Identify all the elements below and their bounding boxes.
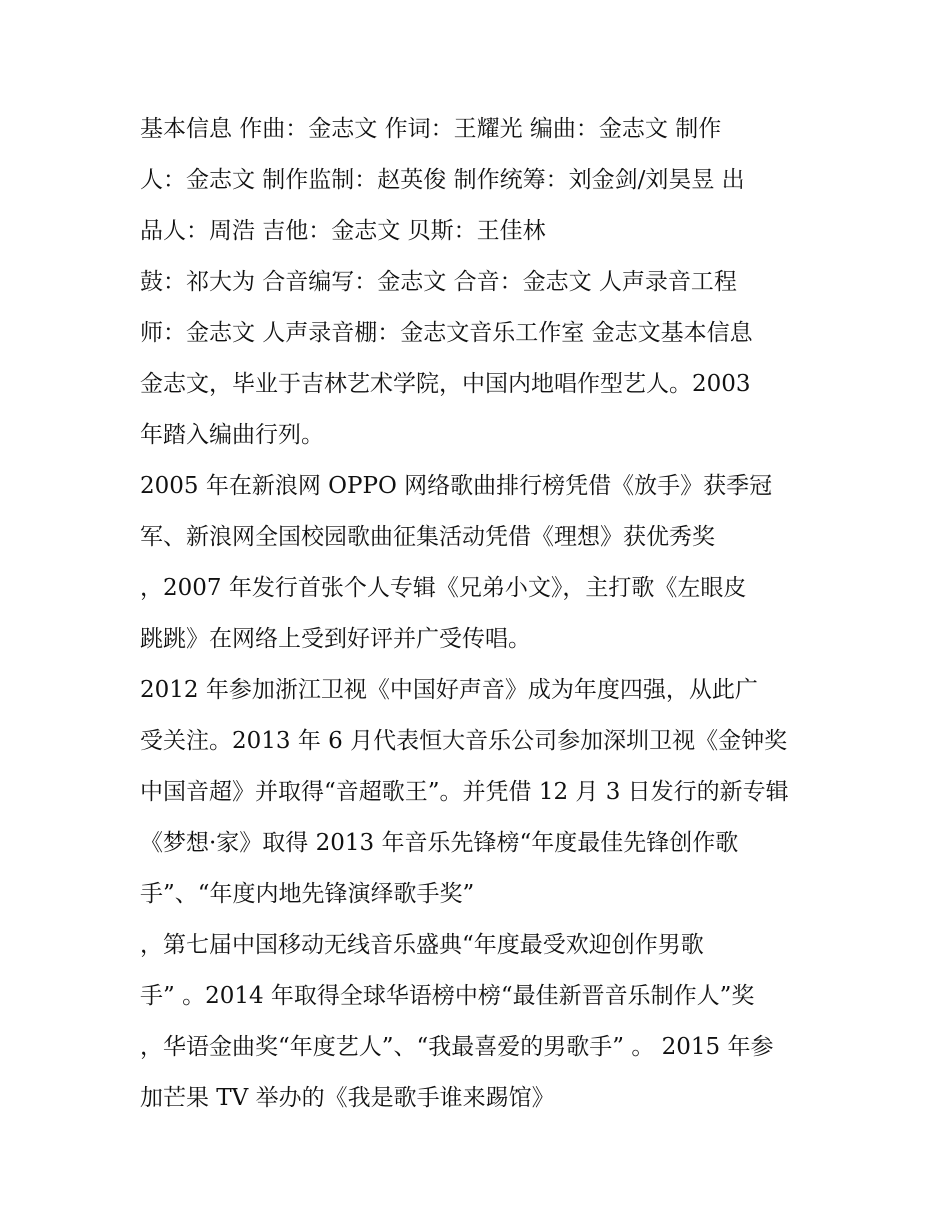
text-line: ，2007 年发行首张个人专辑《兄弟小文》，主打歌《左眼皮 (140, 575, 747, 601)
text-line: 加芒果 TV 举办的《我是歌手谁来踢馆》 (140, 1085, 555, 1111)
text-line: ，第七届中国移动无线音乐盛典“年度最受欢迎创作男歌 (140, 932, 704, 958)
text-line: ，华语金曲奖“年度艺人”、“我最喜爱的男歌手” 。 2015 年参 (140, 1034, 774, 1060)
text-line: 2005 年在新浪网 OPPO 网络歌曲排行榜凭借《放手》获季冠 (140, 473, 773, 499)
text-line: 军、新浪网全国校园歌曲征集活动凭借《理想》获优秀奖 (140, 524, 715, 550)
text-line: 基本信息 作曲：金志文 作词：王耀光 编曲：金志文 制作 (140, 116, 722, 142)
text-line: 年踏入编曲行列。 (140, 422, 324, 448)
text-line: 手”、“年度内地先锋演绎歌手奖” (140, 881, 475, 907)
text-line: 中国音超》并取得“音超歌王”。并凭借 12 月 3 日发行的新专辑 (140, 779, 789, 805)
text-line: 受关注。2013 年 6 月代表恒大音乐公司参加深圳卫视《金钟奖 (140, 728, 788, 754)
text-line: 《梦想·家》取得 2013 年音乐先锋榜“年度最佳先锋创作歌 (140, 830, 739, 856)
text-line: 2012 年参加浙江卫视《中国好声音》成为年度四强，从此广 (140, 677, 758, 703)
text-line: 手” 。2014 年取得全球华语榜中榜“最佳新晋音乐制作人”奖 (140, 983, 755, 1009)
text-line: 金志文，毕业于吉林艺术学院，中国内地唱作型艺人。2003 (140, 371, 751, 397)
text-line: 人：金志文 制作监制：赵英俊 制作统筹：刘金剑/刘昊昱 出 (140, 167, 745, 193)
text-line: 品人：周浩 吉他：金志文 贝斯：王佳林 (140, 218, 546, 244)
text-line: 鼓：祁大为 合音编写：金志文 合音：金志文 人声录音工程 (140, 269, 737, 295)
text-line: 跳跳》在网络上受到好评并广受传唱。 (140, 626, 531, 652)
document-body (140, 104, 840, 1124)
text-line: 师：金志文 人声录音棚：金志文音乐工作室 金志文基本信息 (140, 320, 753, 346)
